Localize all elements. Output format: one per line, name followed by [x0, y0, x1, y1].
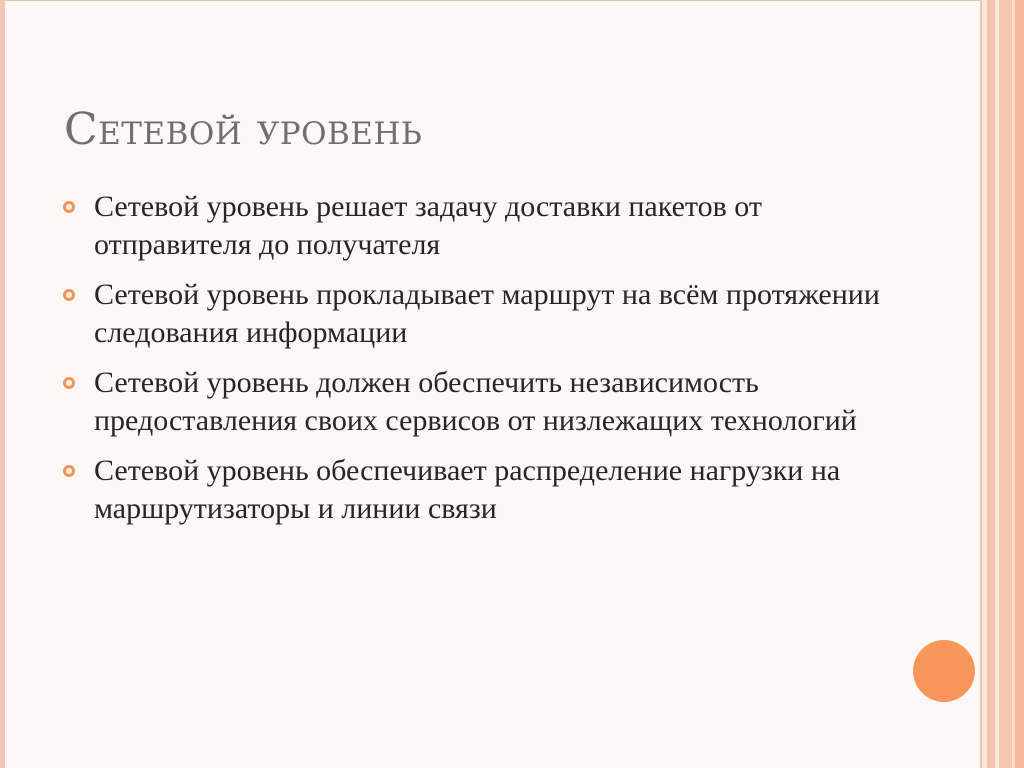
right-stripe-decoration [999, 0, 1012, 768]
bullet-circle-icon [63, 377, 75, 389]
bullet-circle-icon [63, 289, 75, 301]
decorative-circle-icon [913, 640, 975, 702]
bullet-text: Сетевой уровень решает задачу доставки пакетов от отправителя до получателя [94, 190, 762, 261]
bullet-item [62, 188, 882, 264]
bullet-item [62, 364, 882, 440]
right-stripe-decoration [1015, 0, 1024, 768]
bullet-text: Сетевой уровень обеспечивает распределение нагрузки на маршрутизаторы и линии связи [94, 454, 841, 525]
left-border-decoration [0, 0, 5, 768]
bullet-text: Сетевой уровень должен обеспечить независимость предоставления своих сервисов от низлежащих технологий [94, 366, 857, 437]
top-border-decoration [0, 0, 980, 1]
right-stripe-decoration [987, 0, 995, 768]
slide-title: Сетевой уровень [64, 104, 423, 155]
bullet-circle-icon [63, 201, 75, 213]
bullet-text: Сетевой уровень прокладывает маршрут на всём протяжении следования информации [94, 278, 880, 349]
bullet-item [62, 452, 882, 528]
bullet-item [62, 276, 882, 352]
bullet-circle-icon [63, 465, 75, 477]
bullet-list [62, 188, 882, 540]
